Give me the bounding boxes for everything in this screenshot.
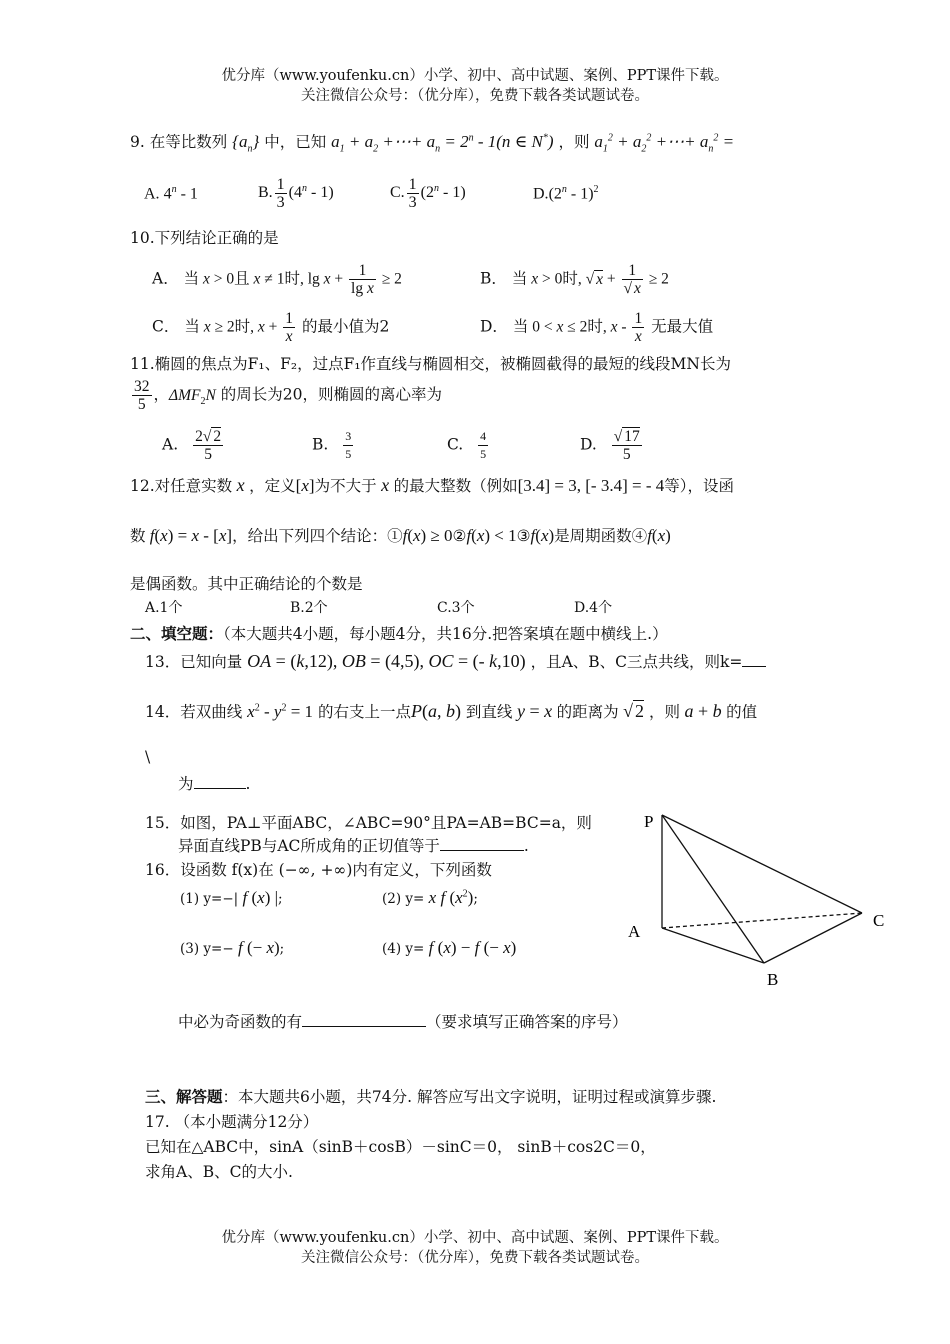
- question-15-line1: 15．如图，PA⊥平面ABC，∠ABC=90°且PA=AB=BC=a，则: [145, 814, 592, 832]
- q9-option-b: B. $\frac{1}{3}$ (4$^n$ - 1): [258, 176, 334, 211]
- edge-bc: [764, 913, 862, 963]
- label-a: A: [628, 922, 641, 941]
- q10-option-a: A． 当 x > 0且 x ≠ 1时, lg x + $\frac{1}{\text{lg x}}$ ≥ 2: [152, 262, 402, 297]
- question-17-title: 17. （本小题满分12分）: [145, 1113, 319, 1131]
- q16-item-3: (3) y=− f (− x);: [180, 938, 285, 957]
- q16-item-2: (2) y= x f $(x^2)$;: [382, 888, 478, 907]
- q10-option-b: B． 当 x > 0时, √ x + $\frac{1}{√ x}$ ≥ 2: [480, 262, 669, 297]
- question-15-line2: 异面直线PB与AC所成角的正切值等于 .: [178, 837, 529, 855]
- footer-line-1: 优分库（www.youfenku.cn）小学、初中、高中试题、案例、PPT课件下载。: [221, 1230, 729, 1246]
- q9-option-d: D.(2$^n$ - 1)$^2$: [533, 184, 599, 203]
- label-p: P: [644, 812, 654, 831]
- q9-option-a: A. 4$^n$ - 1: [144, 184, 198, 203]
- q9-then: ，则: [558, 133, 590, 151]
- question-9-stem: 9. 在等比数列 $\{a_n\}$ 中，已知 $a_1 + a_2$ +⋯+ $a_n = 2^n - 1(n$ ∈ N*) ，则 $a_1^2 + a_2^2$ +⋯+ $a_n^2$ =: [130, 132, 735, 155]
- q12-option-a: A.1个: [145, 600, 183, 616]
- question-12-line3: 是偶函数。其中正确结论的个数是: [130, 575, 363, 593]
- section-3-heading: 三、解答题：本大题共6小题，共74分. 解答应写出文字说明，证明过程或演算步骤.: [145, 1087, 717, 1106]
- label-c: C: [873, 911, 885, 930]
- question-12-line2: 数 f(x) = x - [x]，给出下列四个结论：①f(x) ≥ 0②f(x) < 1③f(x)是周期函数④f(x): [130, 526, 671, 545]
- question-10-stem: 10.下列结论正确的是: [130, 229, 279, 247]
- section-2-heading: 二、填空题：（本大题共4小题，每小题4分，共16分.把答案填在题中横线上.）: [130, 624, 668, 643]
- q16-item-1: (1) y=−| f (x) |;: [180, 888, 283, 907]
- q11-option-c: C. $\frac{4}{5}$: [447, 429, 487, 461]
- q12-option-b: B.2个: [290, 600, 328, 616]
- tetrahedron-figure: [620, 805, 900, 995]
- question-16-conclusion: 中必为奇函数的有 （要求填写正确答案的序号）: [178, 1013, 628, 1031]
- footer-line-2: 关注微信公众号：（优分库），免费下载各类试题试卷。: [301, 1250, 649, 1266]
- q16-item-4: (4) y= f (x) − f (− x): [382, 938, 517, 957]
- question-17-line1: 已知在△ABC中，sinA（sinB＋cosB）－sinC＝0， sinB＋cos2C＝0，: [145, 1138, 656, 1156]
- question-16-line1: 16．设函数 f(x)在 (−∞, +∞)内有定义，下列函数: [145, 861, 492, 879]
- q11-option-a: A. $\frac{2√ 2}{5}$: [162, 428, 222, 463]
- q9-mid: 中，已知: [264, 133, 327, 151]
- question-12-line1: 12.对任意实数 x ，定义[x]为不大于 x 的最大整数（例如[3.4] = 3, [- 3.4] = - 4等），设函: [130, 475, 735, 495]
- q9-prefix: 9. 在等比数列: [130, 133, 228, 151]
- q11-option-d: D. $\frac{√ 17}{5}$: [580, 428, 640, 463]
- header-line-2: 关注微信公众号：（优分库），免费下载各类试题试卷。: [301, 88, 649, 104]
- q12-option-d: D.4个: [574, 600, 613, 616]
- q10-option-d: D． 当 0 < x ≤ 2时, x - $\frac{1}{x}$ 无最大值: [480, 310, 714, 345]
- question-14-line1: 14．若双曲线 $x^2 - y^2 = 1$ 的右支上一点P(a, b) 到直线 y = x 的距离为 √ 2 ，则 a + b 的值: [145, 701, 758, 721]
- edge-ac-hidden: [662, 913, 862, 928]
- question-13: 13．已知向量 OA = (k,12), OB = (4,5), OC = (- k,10) ，且A、B、C三点共线，则k=: [145, 650, 766, 672]
- q10-option-c: C． 当 x ≥ 2时, x + $\frac{1}{x}$ 的最小值为2: [152, 310, 390, 345]
- edge-pb: [662, 815, 764, 963]
- question-17-line2: 求角A、B、C的大小.: [145, 1163, 293, 1181]
- q14-backslash: \: [145, 748, 151, 766]
- q9-option-c: C. $\frac{1}{3}$ (2$^n$ - 1): [390, 176, 466, 211]
- question-11-line2: $\frac{32}{5}$ ，$\Delta MF_2N$ 的周长为20，则椭圆的离心率为: [134, 378, 443, 413]
- q11-option-b: B. $\frac{3}{5}$: [312, 429, 352, 461]
- label-b: B: [767, 970, 779, 989]
- edge-pc: [662, 815, 862, 913]
- q12-option-c: C.3个: [437, 600, 475, 616]
- edge-ab: [662, 928, 764, 963]
- header-line-1: 优分库（www.youfenku.cn）小学、初中、高中试题、案例、PPT课件下载。: [221, 68, 729, 84]
- question-11-line1: 11.椭圆的焦点为F₁、F₂，过点F₁作直线与椭圆相交，被椭圆截得的最短的线段MN长为: [130, 355, 731, 373]
- question-14-line3: 为 .: [178, 775, 251, 793]
